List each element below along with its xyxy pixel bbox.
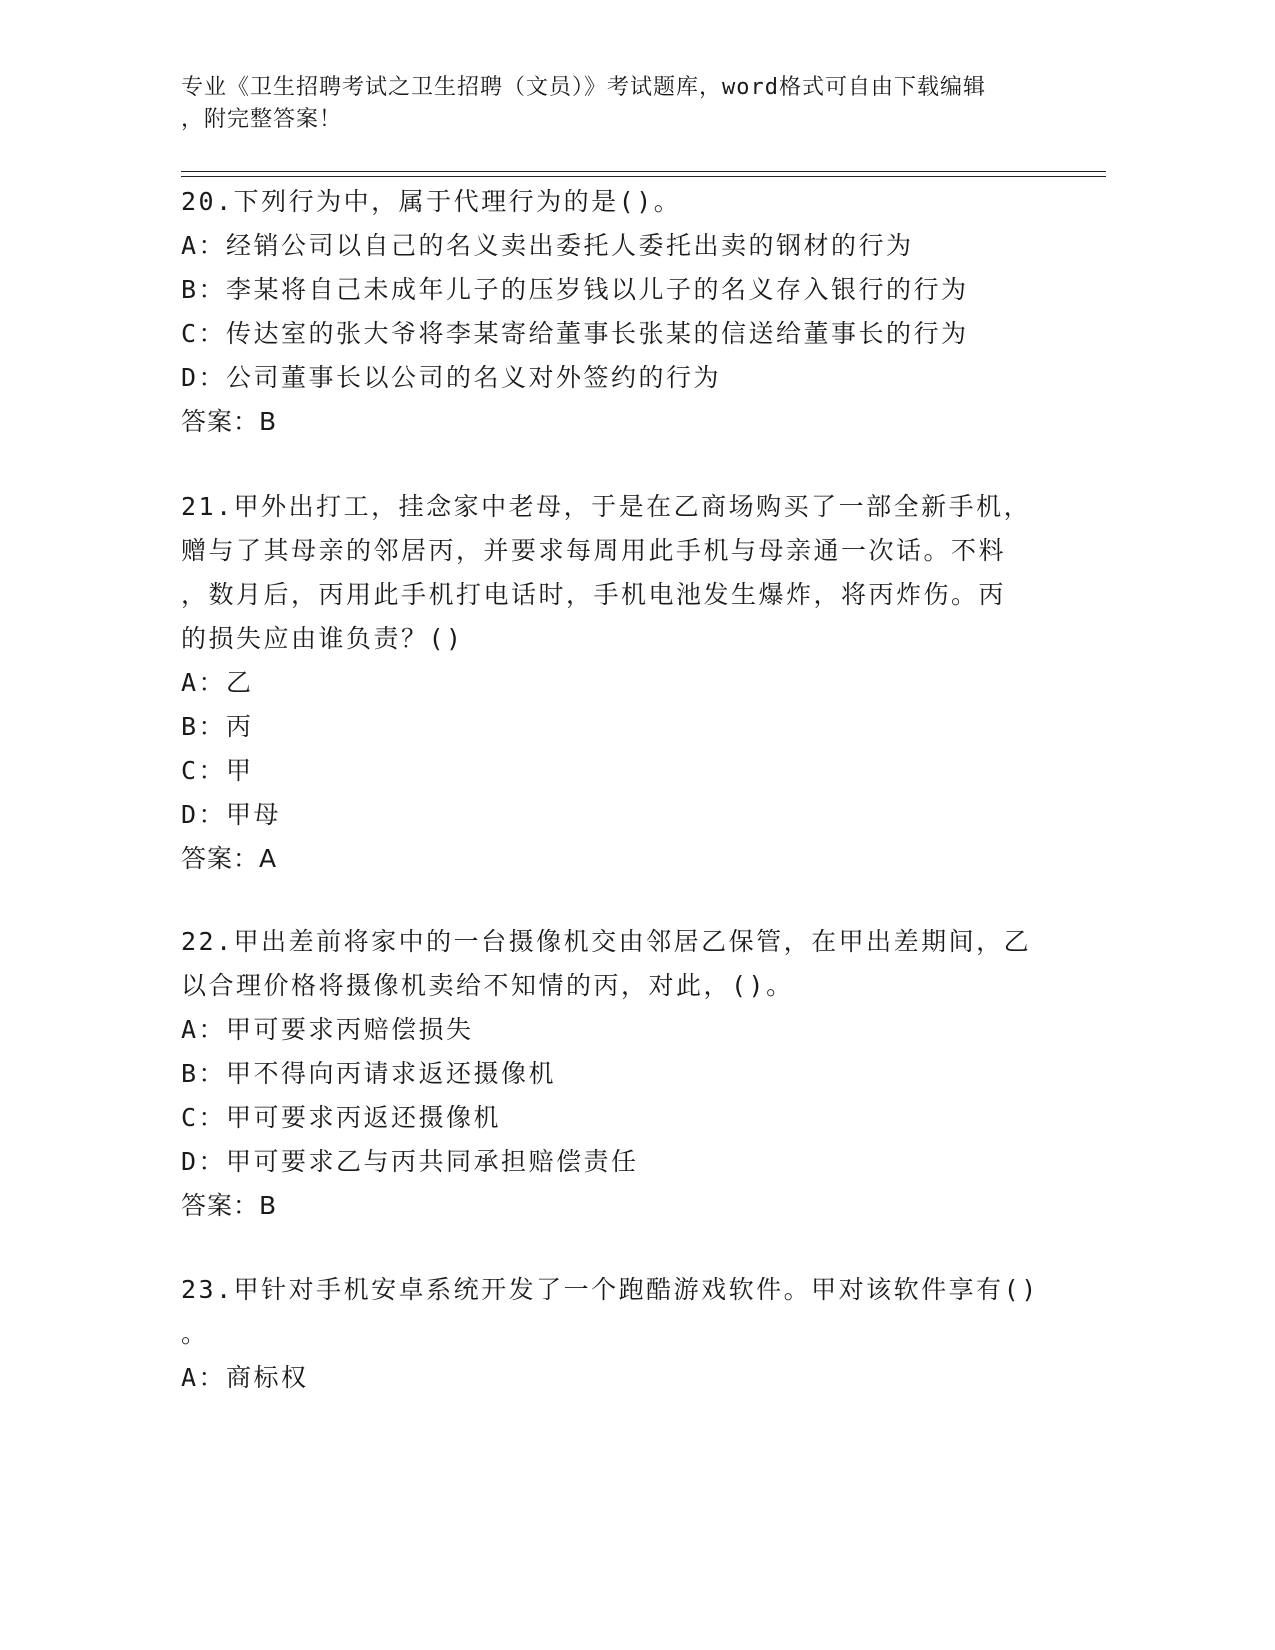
option-d: D：甲可要求乙与丙共同承担赔偿责任 (181, 1147, 639, 1176)
option-a: A：经销公司以自己的名义卖出委托人委托出卖的钢材的行为 (181, 231, 914, 260)
answer: 答案：B (181, 407, 278, 436)
question-stem-line: 以合理价格将摄像机卖给不知情的丙，对此，()。 (181, 971, 794, 1000)
answer: 答案：B (181, 1191, 278, 1220)
header-divider-top (181, 171, 1106, 172)
question-23 (181, 1268, 1041, 1400)
question-stem-line: 。 (181, 1319, 209, 1348)
option-a: A：乙 (181, 668, 254, 697)
option-d: D：公司董事长以公司的名义对外签约的行为 (181, 363, 722, 392)
question-22 (181, 920, 1041, 1228)
question-20 (181, 180, 1041, 444)
option-a: A：商标权 (181, 1363, 309, 1392)
question-stem-line: 赠与了其母亲的邻居丙，并要求每周用此手机与母亲通一次话。不料 (181, 536, 1007, 565)
question-stem-line: ，数月后，丙用此手机打电话时，手机电池发生爆炸，将丙炸伤。丙 (181, 580, 1007, 609)
question-stem-line: 20.下列行为中，属于代理行为的是()。 (181, 187, 682, 216)
header-divider-bottom (181, 176, 1106, 177)
option-b: B：甲不得向丙请求返还摄像机 (181, 1059, 557, 1088)
question-stem-line: 23.甲针对手机安卓系统开发了一个跑酷游戏软件。甲对该软件享有() (181, 1275, 1039, 1304)
header-line-1: 专业《卫生招聘考试之卫生招聘（文员）》考试题库，word格式可自由下载编辑 (181, 75, 986, 100)
option-c: C：传达室的张大爷将李某寄给董事长张某的信送给董事长的行为 (181, 319, 969, 348)
option-b: B：李某将自己未成年儿子的压岁钱以儿子的名义存入银行的行为 (181, 275, 969, 304)
answer: 答案：A (181, 844, 278, 873)
option-c: C：甲可要求丙返还摄像机 (181, 1103, 502, 1132)
question-21 (181, 485, 1041, 881)
document-header (181, 72, 1061, 136)
option-a: A：甲可要求丙赔偿损失 (181, 1015, 474, 1044)
option-d: D：甲母 (181, 800, 282, 829)
option-b: B：丙 (181, 712, 254, 741)
question-stem-line: 22.甲出差前将家中的一台摄像机交由邻居乙保管，在甲出差期间，乙 (181, 927, 1032, 956)
question-stem-line: 的损失应由谁负责？() (181, 624, 464, 653)
option-c: C：甲 (181, 756, 254, 785)
question-stem-line: 21.甲外出打工，挂念家中老母，于是在乙商场购买了一部全新手机， (181, 492, 1032, 521)
header-line-2: ，附完整答案！ (181, 107, 343, 132)
